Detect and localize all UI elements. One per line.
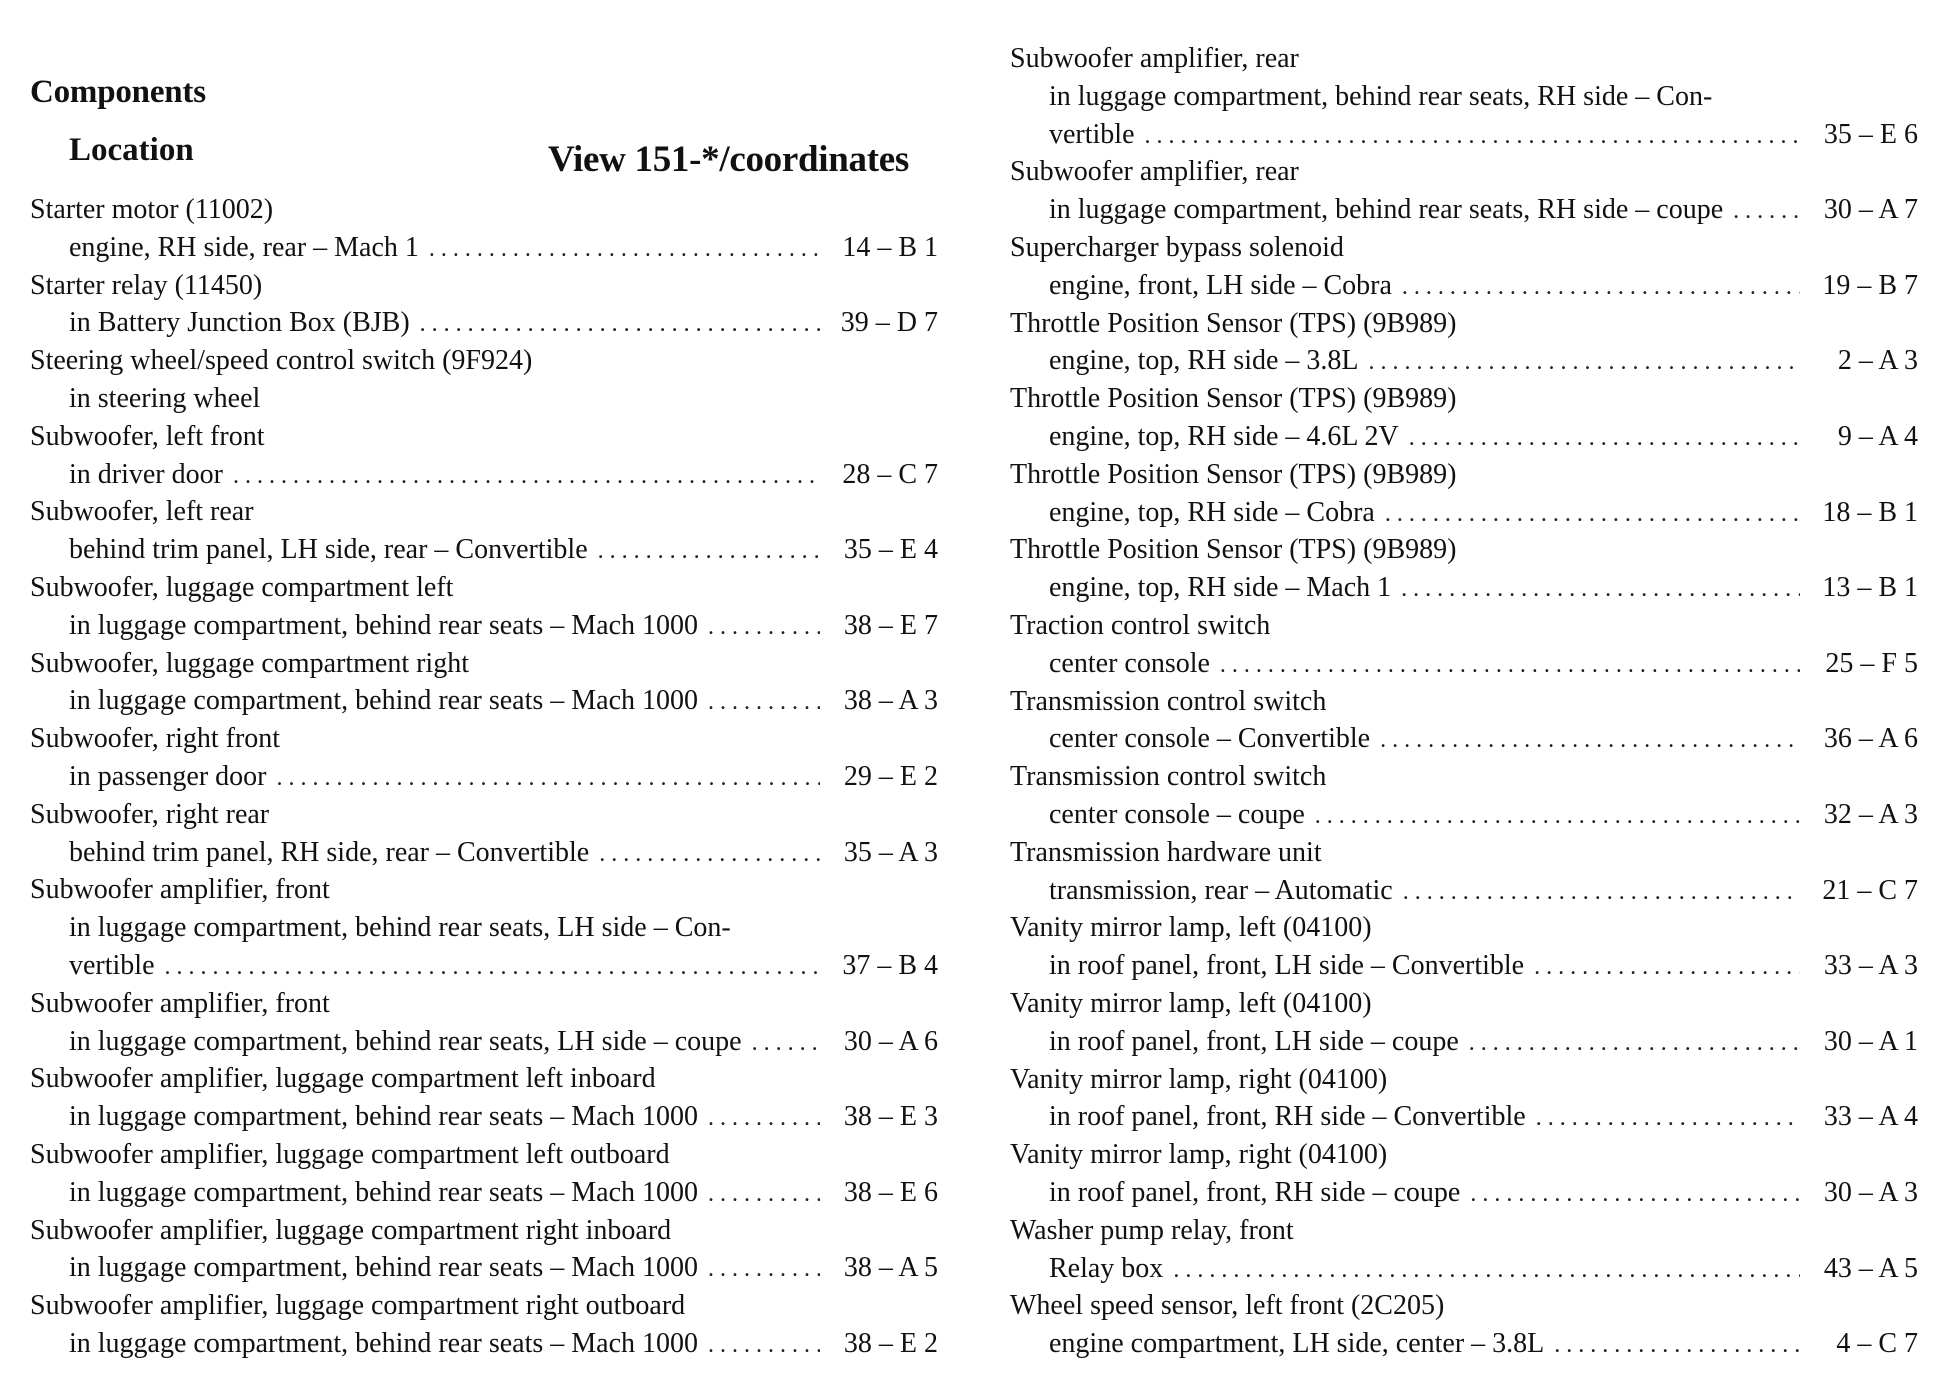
component-location-line — [1010, 78, 1918, 116]
view-coordinate: 18 – B 1 — [1822, 496, 1918, 528]
dot-leader — [708, 1327, 820, 1365]
component-entry — [30, 569, 938, 645]
view-coordinate: 38 – E 3 — [843, 1101, 938, 1133]
location-text: in Battery Junction Box (BJB) — [69, 307, 410, 339]
component-entry — [1010, 758, 1918, 834]
component-name: Subwoofer amplifier, front — [30, 987, 330, 1019]
component-location-line — [30, 1325, 938, 1363]
component-location-line — [1010, 720, 1918, 758]
dot-leader — [165, 949, 820, 987]
location-text: engine, RH side, rear – Mach 1 — [69, 231, 419, 263]
component-entry — [30, 1136, 938, 1212]
component-name: Starter motor (11002) — [30, 194, 274, 225]
component-location-line — [1010, 267, 1918, 305]
location-text: transmission, rear – Automatic — [1049, 874, 1393, 906]
view-coordinate: 38 – E 6 — [843, 1176, 938, 1208]
location-text: center console – Convertible — [1049, 723, 1371, 755]
component-name: Transmission control switch — [1010, 685, 1327, 717]
component-name: Vanity mirror lamp, left (04100) — [1010, 912, 1372, 944]
component-location-line — [1010, 494, 1918, 532]
component-entry — [1010, 985, 1918, 1061]
location-text: vertible — [69, 949, 155, 981]
dot-leader — [1470, 1176, 1800, 1214]
component-entry — [30, 985, 938, 1061]
component-location-line — [30, 229, 938, 267]
component-location-line — [1010, 191, 1918, 229]
component-name: Supercharger bypass solenoid — [1010, 231, 1344, 263]
view-coordinate: 38 – A 3 — [843, 685, 938, 717]
component-location-line — [30, 1249, 938, 1287]
location-text: in luggage compartment, behind rear seats, RH side – coupe — [1049, 194, 1724, 226]
component-entry — [1010, 1212, 1918, 1288]
dot-leader — [1369, 344, 1800, 382]
component-entry — [30, 191, 938, 267]
component-entry — [30, 871, 938, 984]
location-column-header: Location — [69, 132, 194, 168]
component-name: Subwoofer amplifier, luggage compartment left inboard — [30, 1063, 656, 1095]
location-text: in driver door — [69, 458, 223, 490]
component-location-line — [30, 1023, 938, 1061]
dot-leader — [598, 533, 820, 571]
view-coordinate: 4 – C 7 — [1836, 1328, 1918, 1360]
component-location-line — [1010, 116, 1918, 154]
dot-leader — [1380, 722, 1800, 760]
location-text: engine, top, RH side – 4.6L 2V — [1049, 420, 1399, 452]
component-entry — [1010, 1136, 1918, 1212]
dot-leader — [708, 1100, 820, 1138]
component-location-line — [1010, 1250, 1918, 1288]
component-location-line — [30, 1098, 938, 1136]
component-name: Subwoofer, left rear — [30, 496, 254, 528]
location-text: vertible — [1049, 118, 1135, 150]
location-text: in luggage compartment, behind rear seats – Mach 1000 — [69, 1252, 699, 1284]
location-text: in luggage compartment, behind rear seats, LH side – coupe — [69, 1025, 742, 1057]
view-coordinate: 19 – B 7 — [1822, 269, 1918, 301]
component-entry — [1010, 229, 1918, 305]
view-coordinate: 28 – C 7 — [842, 458, 938, 490]
right-entry-list — [1010, 40, 1918, 1363]
dot-leader — [429, 231, 820, 269]
component-name: Subwoofer, left front — [30, 420, 265, 452]
dot-leader — [1554, 1327, 1800, 1365]
component-name: Steering wheel/speed control switch (9F924) — [30, 345, 533, 377]
dot-leader — [708, 1251, 820, 1289]
component-name: Throttle Position Sensor (TPS) (9B989) — [1010, 307, 1457, 339]
dot-leader — [1173, 1252, 1800, 1290]
page-title: Components — [30, 74, 206, 110]
view-coordinate: 36 – A 6 — [1823, 723, 1918, 755]
component-name: Subwoofer amplifier, luggage compartment left outboard — [30, 1138, 670, 1170]
view-coordinate: 2 – A 3 — [1837, 345, 1918, 377]
component-entry — [1010, 153, 1918, 229]
location-text: engine, top, RH side – Mach 1 — [1049, 572, 1392, 604]
component-location-line — [1010, 569, 1918, 607]
location-text: Relay box — [1049, 1252, 1164, 1284]
view-coordinate: 30 – A 3 — [1823, 1176, 1918, 1208]
dot-leader — [708, 609, 820, 647]
view-coordinate: 33 – A 3 — [1823, 950, 1918, 982]
component-location-line — [30, 1174, 938, 1212]
dot-leader — [708, 684, 820, 722]
component-name: Subwoofer amplifier, luggage compartment right outboard — [30, 1290, 686, 1322]
location-text: in luggage compartment, behind rear seats – Mach 1000 — [69, 1327, 699, 1359]
dot-leader — [1145, 118, 1800, 156]
dot-leader — [599, 836, 820, 874]
component-entry — [30, 1060, 938, 1136]
view-coordinate: 30 – A 6 — [843, 1025, 938, 1057]
location-text: engine, top, RH side – Cobra — [1049, 496, 1375, 528]
component-name: Subwoofer, luggage compartment left — [30, 571, 454, 603]
location-text: engine compartment, LH side, center – 3.8L — [1049, 1328, 1545, 1360]
location-text: engine, front, LH side – Cobra — [1049, 269, 1392, 301]
dot-leader — [420, 306, 820, 344]
component-entry — [1010, 683, 1918, 759]
component-location-line — [1010, 947, 1918, 985]
component-entry — [1010, 834, 1918, 910]
dot-leader — [1403, 874, 1800, 912]
view-coordinate: 33 – A 4 — [1823, 1101, 1918, 1133]
component-entry — [30, 1212, 938, 1288]
component-name: Subwoofer amplifier, luggage compartment right inboard — [30, 1214, 672, 1246]
dot-leader — [1733, 193, 1800, 231]
component-entry — [1010, 40, 1918, 153]
view-coordinate: 30 – A 1 — [1823, 1025, 1918, 1057]
component-name: Subwoofer amplifier, rear — [1010, 43, 1299, 74]
component-entry — [1010, 909, 1918, 985]
component-location-line — [1010, 1174, 1918, 1212]
component-location-line — [1010, 418, 1918, 456]
component-name: Traction control switch — [1010, 609, 1271, 641]
component-location-line — [30, 758, 938, 796]
component-location-line — [1010, 342, 1918, 380]
component-name: Throttle Position Sensor (TPS) (9B989) — [1010, 383, 1457, 415]
location-text: in roof panel, front, RH side – coupe — [1049, 1176, 1461, 1208]
component-name: Vanity mirror lamp, right (04100) — [1010, 1139, 1388, 1171]
location-text: center console — [1049, 647, 1210, 679]
component-name: Washer pump relay, front — [1010, 1214, 1294, 1246]
location-text: in luggage compartment, behind rear seats, LH side – Con- — [69, 912, 731, 944]
location-text: in roof panel, front, LH side – coupe — [1049, 1025, 1459, 1057]
component-location-line — [30, 909, 938, 947]
view-coordinate: 9 – A 4 — [1837, 420, 1918, 452]
location-text: in roof panel, front, RH side – Convertible — [1049, 1101, 1526, 1133]
component-entry — [1010, 305, 1918, 381]
component-name: Subwoofer, right rear — [30, 798, 270, 830]
location-text: in steering wheel — [69, 382, 261, 414]
view-coordinate: 38 – E 2 — [843, 1327, 938, 1359]
component-entry — [30, 720, 938, 796]
dot-leader — [233, 458, 820, 496]
dot-leader — [1469, 1025, 1800, 1063]
component-location-line — [1010, 645, 1918, 683]
view-coordinate: 14 – B 1 — [842, 231, 938, 263]
view-coordinate: 39 – D 7 — [840, 307, 938, 339]
location-text: in luggage compartment, behind rear seats – Mach 1000 — [69, 609, 699, 641]
component-location-line — [1010, 1325, 1918, 1363]
component-location-line — [30, 531, 938, 569]
component-entry — [30, 645, 938, 721]
location-text: behind trim panel, LH side, rear – Convertible — [69, 534, 588, 566]
component-entry — [30, 342, 938, 418]
component-name: Vanity mirror lamp, right (04100) — [1010, 1063, 1388, 1095]
component-entry — [30, 267, 938, 343]
component-name: Wheel speed sensor, left front (2C205) — [1010, 1290, 1445, 1322]
dot-leader — [1385, 496, 1800, 534]
component-location-line — [30, 456, 938, 494]
view-coordinate: 43 – A 5 — [1823, 1252, 1918, 1284]
location-text: behind trim panel, RH side, rear – Convertible — [69, 836, 590, 868]
view-coordinate: 21 – C 7 — [1822, 874, 1918, 906]
component-location-line — [30, 304, 938, 342]
component-name: Transmission hardware unit — [1010, 836, 1322, 868]
component-name: Vanity mirror lamp, left (04100) — [1010, 987, 1372, 1019]
location-text: in luggage compartment, behind rear seats – Mach 1000 — [69, 1101, 699, 1133]
component-location-line — [30, 380, 938, 418]
location-text: in passenger door — [69, 760, 267, 792]
component-name: Throttle Position Sensor (TPS) (9B989) — [1010, 458, 1457, 490]
view-coordinate: 35 – A 3 — [843, 836, 938, 868]
dot-leader — [1534, 949, 1800, 987]
dot-leader — [1220, 647, 1800, 685]
component-location-line — [30, 947, 938, 985]
component-entry — [1010, 1287, 1918, 1363]
component-name: Transmission control switch — [1010, 761, 1327, 793]
location-text: in luggage compartment, behind rear seats – Mach 1000 — [69, 685, 699, 717]
dot-leader — [708, 1176, 820, 1214]
dot-leader — [1409, 420, 1800, 458]
view-coordinate: 29 – E 2 — [843, 760, 938, 792]
location-text: center console – coupe — [1049, 798, 1305, 830]
component-location-line — [30, 682, 938, 720]
component-location-line — [1010, 796, 1918, 834]
location-text: engine, top, RH side – 3.8L — [1049, 345, 1359, 377]
component-entry — [1010, 456, 1918, 532]
view-coordinate: 38 – E 7 — [843, 609, 938, 641]
component-name: Subwoofer amplifier, front — [30, 874, 330, 906]
view-coordinate: 13 – B 1 — [1822, 572, 1918, 604]
dot-leader — [277, 760, 820, 798]
dot-leader — [1401, 571, 1800, 609]
location-text: in roof panel, front, LH side – Convertible — [1049, 950, 1525, 982]
dot-leader — [1536, 1100, 1800, 1138]
view-coordinates-column-header: View 151-*/coordinates — [548, 139, 909, 180]
dot-leader — [1315, 798, 1800, 836]
component-entry — [1010, 380, 1918, 456]
component-entry — [1010, 607, 1918, 683]
location-text: in luggage compartment, behind rear seats, RH side – Con- — [1049, 80, 1713, 112]
view-coordinate: 32 – A 3 — [1823, 798, 1918, 830]
component-entry — [30, 796, 938, 872]
component-entry — [30, 493, 938, 569]
view-coordinate: 30 – A 7 — [1823, 194, 1918, 226]
component-location-line — [1010, 1023, 1918, 1061]
component-name: Starter relay (11450) — [30, 269, 263, 301]
component-name: Subwoofer amplifier, rear — [1010, 156, 1299, 188]
view-coordinate: 35 – E 4 — [843, 534, 938, 566]
view-coordinate: 37 – B 4 — [842, 949, 938, 981]
component-name: Throttle Position Sensor (TPS) (9B989) — [1010, 534, 1457, 566]
component-name: Subwoofer, right front — [30, 723, 281, 755]
view-coordinate: 35 – E 6 — [1823, 118, 1918, 150]
component-entry — [1010, 531, 1918, 607]
component-entry — [30, 1287, 938, 1363]
view-coordinate: 25 – F 5 — [1825, 647, 1918, 679]
component-location-line — [30, 834, 938, 872]
component-entry — [30, 418, 938, 494]
left-entry-list — [30, 191, 938, 1363]
component-location-line — [1010, 872, 1918, 910]
component-location-line — [30, 607, 938, 645]
location-text: in luggage compartment, behind rear seats – Mach 1000 — [69, 1176, 699, 1208]
dot-leader — [1402, 269, 1800, 307]
component-name: Subwoofer, luggage compartment right — [30, 647, 469, 679]
dot-leader — [752, 1025, 820, 1063]
component-location-line — [1010, 1098, 1918, 1136]
view-coordinate: 38 – A 5 — [843, 1252, 938, 1284]
component-entry — [1010, 1061, 1918, 1137]
